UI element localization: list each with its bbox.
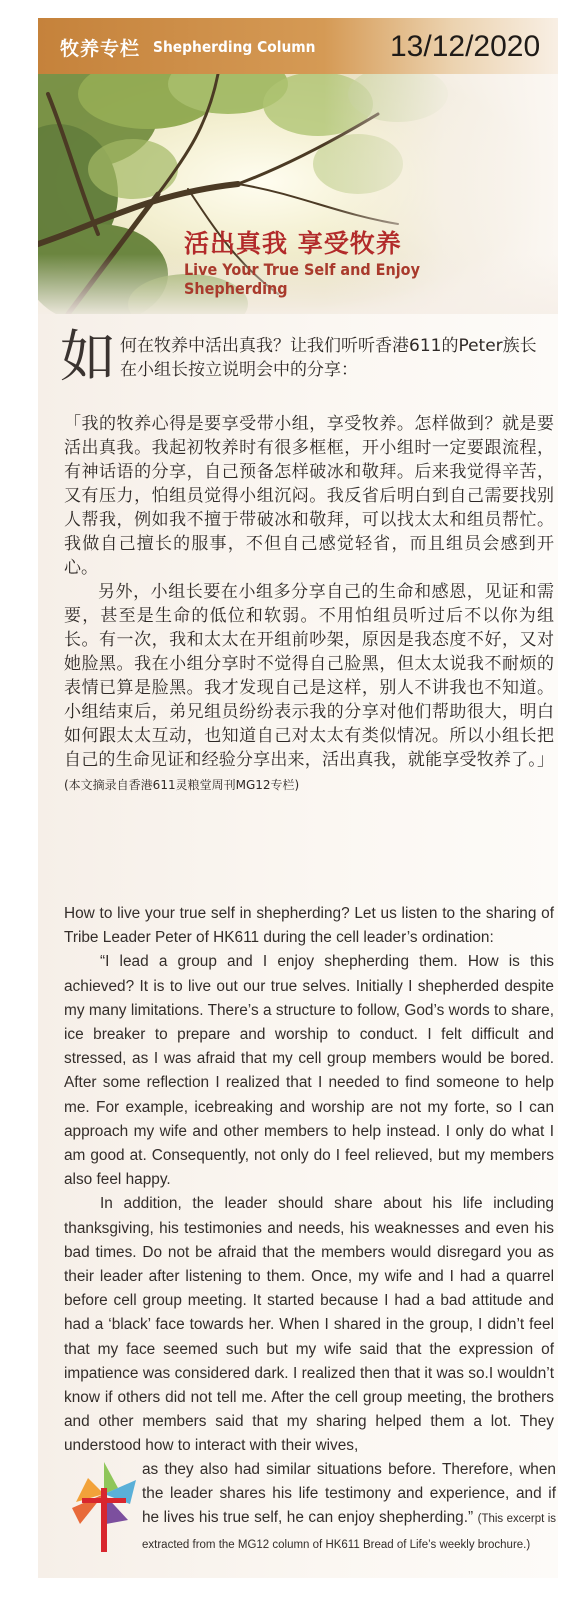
en-paragraph-2: In addition, the leader should share about his life including thanksgiving, his testimonies and needs, his weaknesses and even his bad times. Do not be afraid that the members would disregard you as their leader after listening to them. Once, my wife and I had a quarrel before cell group meeting. It started because I had a bad attitude and had a ‘black’ face towards her. When I shared in the group, I didn’t feel that my face seemed such but my wife said that the expression of impatience was considered dark. I realized then that it was so.I wouldn’t know if others did not tell me. After the cell group meeting, the brothers and other members said that my sharing helped them a lot. They understood how to interact with their wives,: [64, 1195, 554, 1455]
english-article: [64, 902, 554, 1459]
en-paragraph-2-end: [142, 1458, 556, 1557]
drop-cap: 如: [60, 325, 116, 390]
en-paragraph-2-end-text: as they also had similar situations before. Therefore, when the leader shares his life testimony and experience, and if he lives his true self, he can enjoy shepherding.”: [142, 1461, 556, 1527]
zh-paragraph-2-text: 另外，小组长要在小组多分享自己的生命和感恩，见证和需要，甚至是生命的低位和软弱。不用怕组员听过后不以你为组长。有一次，我和太太在开组前吵架，原因是我态度不好，又对她脸黑。我在小组分享时不觉得自己脸黑，但太太说我不耐烦的表情已算是脸黑。我才发现自己是这样，别人不讲我也不知道。小组结束后，弟兄组员纷纷表示我的分享对他们帮助很大，明白如何跟太太互动，也知道自己对太太有类似情况。所以小组长把自己的生命见证和经验分享出来，活出真我，就能享受牧养了。」: [64, 582, 554, 770]
english-article-end: [142, 1458, 556, 1557]
zh-source-note: (本文摘录自香港611灵粮堂周刊MG12专栏): [64, 778, 300, 792]
bulletin-page: [38, 18, 558, 1578]
zh-paragraph-1: 「我的牧养心得是要享受带小组，享受牧养。怎样做到？就是要活出真我。我起初牧养时有很多框框，开小组时一定要跟流程，有神话语的分享，自己预备怎样破冰和敬拜。后来我觉得辛苦，又有压力，怕组员觉得小组沉闷。我反省后明白到自己需要找别人帮我，例如我不擅于带破冰和敬拜，可以找太太和组员帮忙。我做自己擅长的服事，不但自己感觉轻省，而且组员会感到开心。: [64, 414, 554, 578]
article-title-en: Live Your True Self and Enjoy Shepherding: [184, 260, 420, 298]
article-title-zh: 活出真我 享受牧养: [184, 229, 402, 258]
column-header: [38, 18, 558, 74]
issue-date: 13/12/2020: [390, 30, 541, 63]
church-cross-logo-icon: [68, 1458, 140, 1554]
intro-zh: 何在牧养中活出真我？让我们听听香港611的Peter族长在小组长按立说明会中的分享：: [120, 336, 537, 380]
en-source-note: (This excerpt is extracted from the MG12 column of HK611 Bread of Life’s weekly brochure.): [142, 1513, 557, 1551]
column-title-zh: 牧养专栏: [60, 38, 141, 60]
en-intro: How to live your true self in shepherding? Let us listen to the sharing of Tribe Leader Peter of HK611 during the cell leader’s ordination:: [64, 905, 554, 947]
banner-image: [38, 74, 558, 314]
zh-paragraph-2: [64, 580, 554, 797]
en-paragraph-1: “I lead a group and I enjoy shepherding them. How is this achieved? It is to live out our true selves. Initially I shepherded despite my many limitations. There’s a structure to follow, God’s words to share, ice breaker to prepare and worship to conduct. I felt difficult and stressed, as I was afraid that my cell group members would be bored. After some reflection I realized that I needed to find someone to help me. For example, icebreaking and worship are not my forte, so I can approach my wife and other members to help instead. I only do what I am good at. Consequently, not only do I feel relieved, but my members also feel happy.: [64, 953, 554, 1189]
chinese-article: [64, 390, 554, 797]
column-title-en: Shepherding Column: [153, 38, 316, 56]
